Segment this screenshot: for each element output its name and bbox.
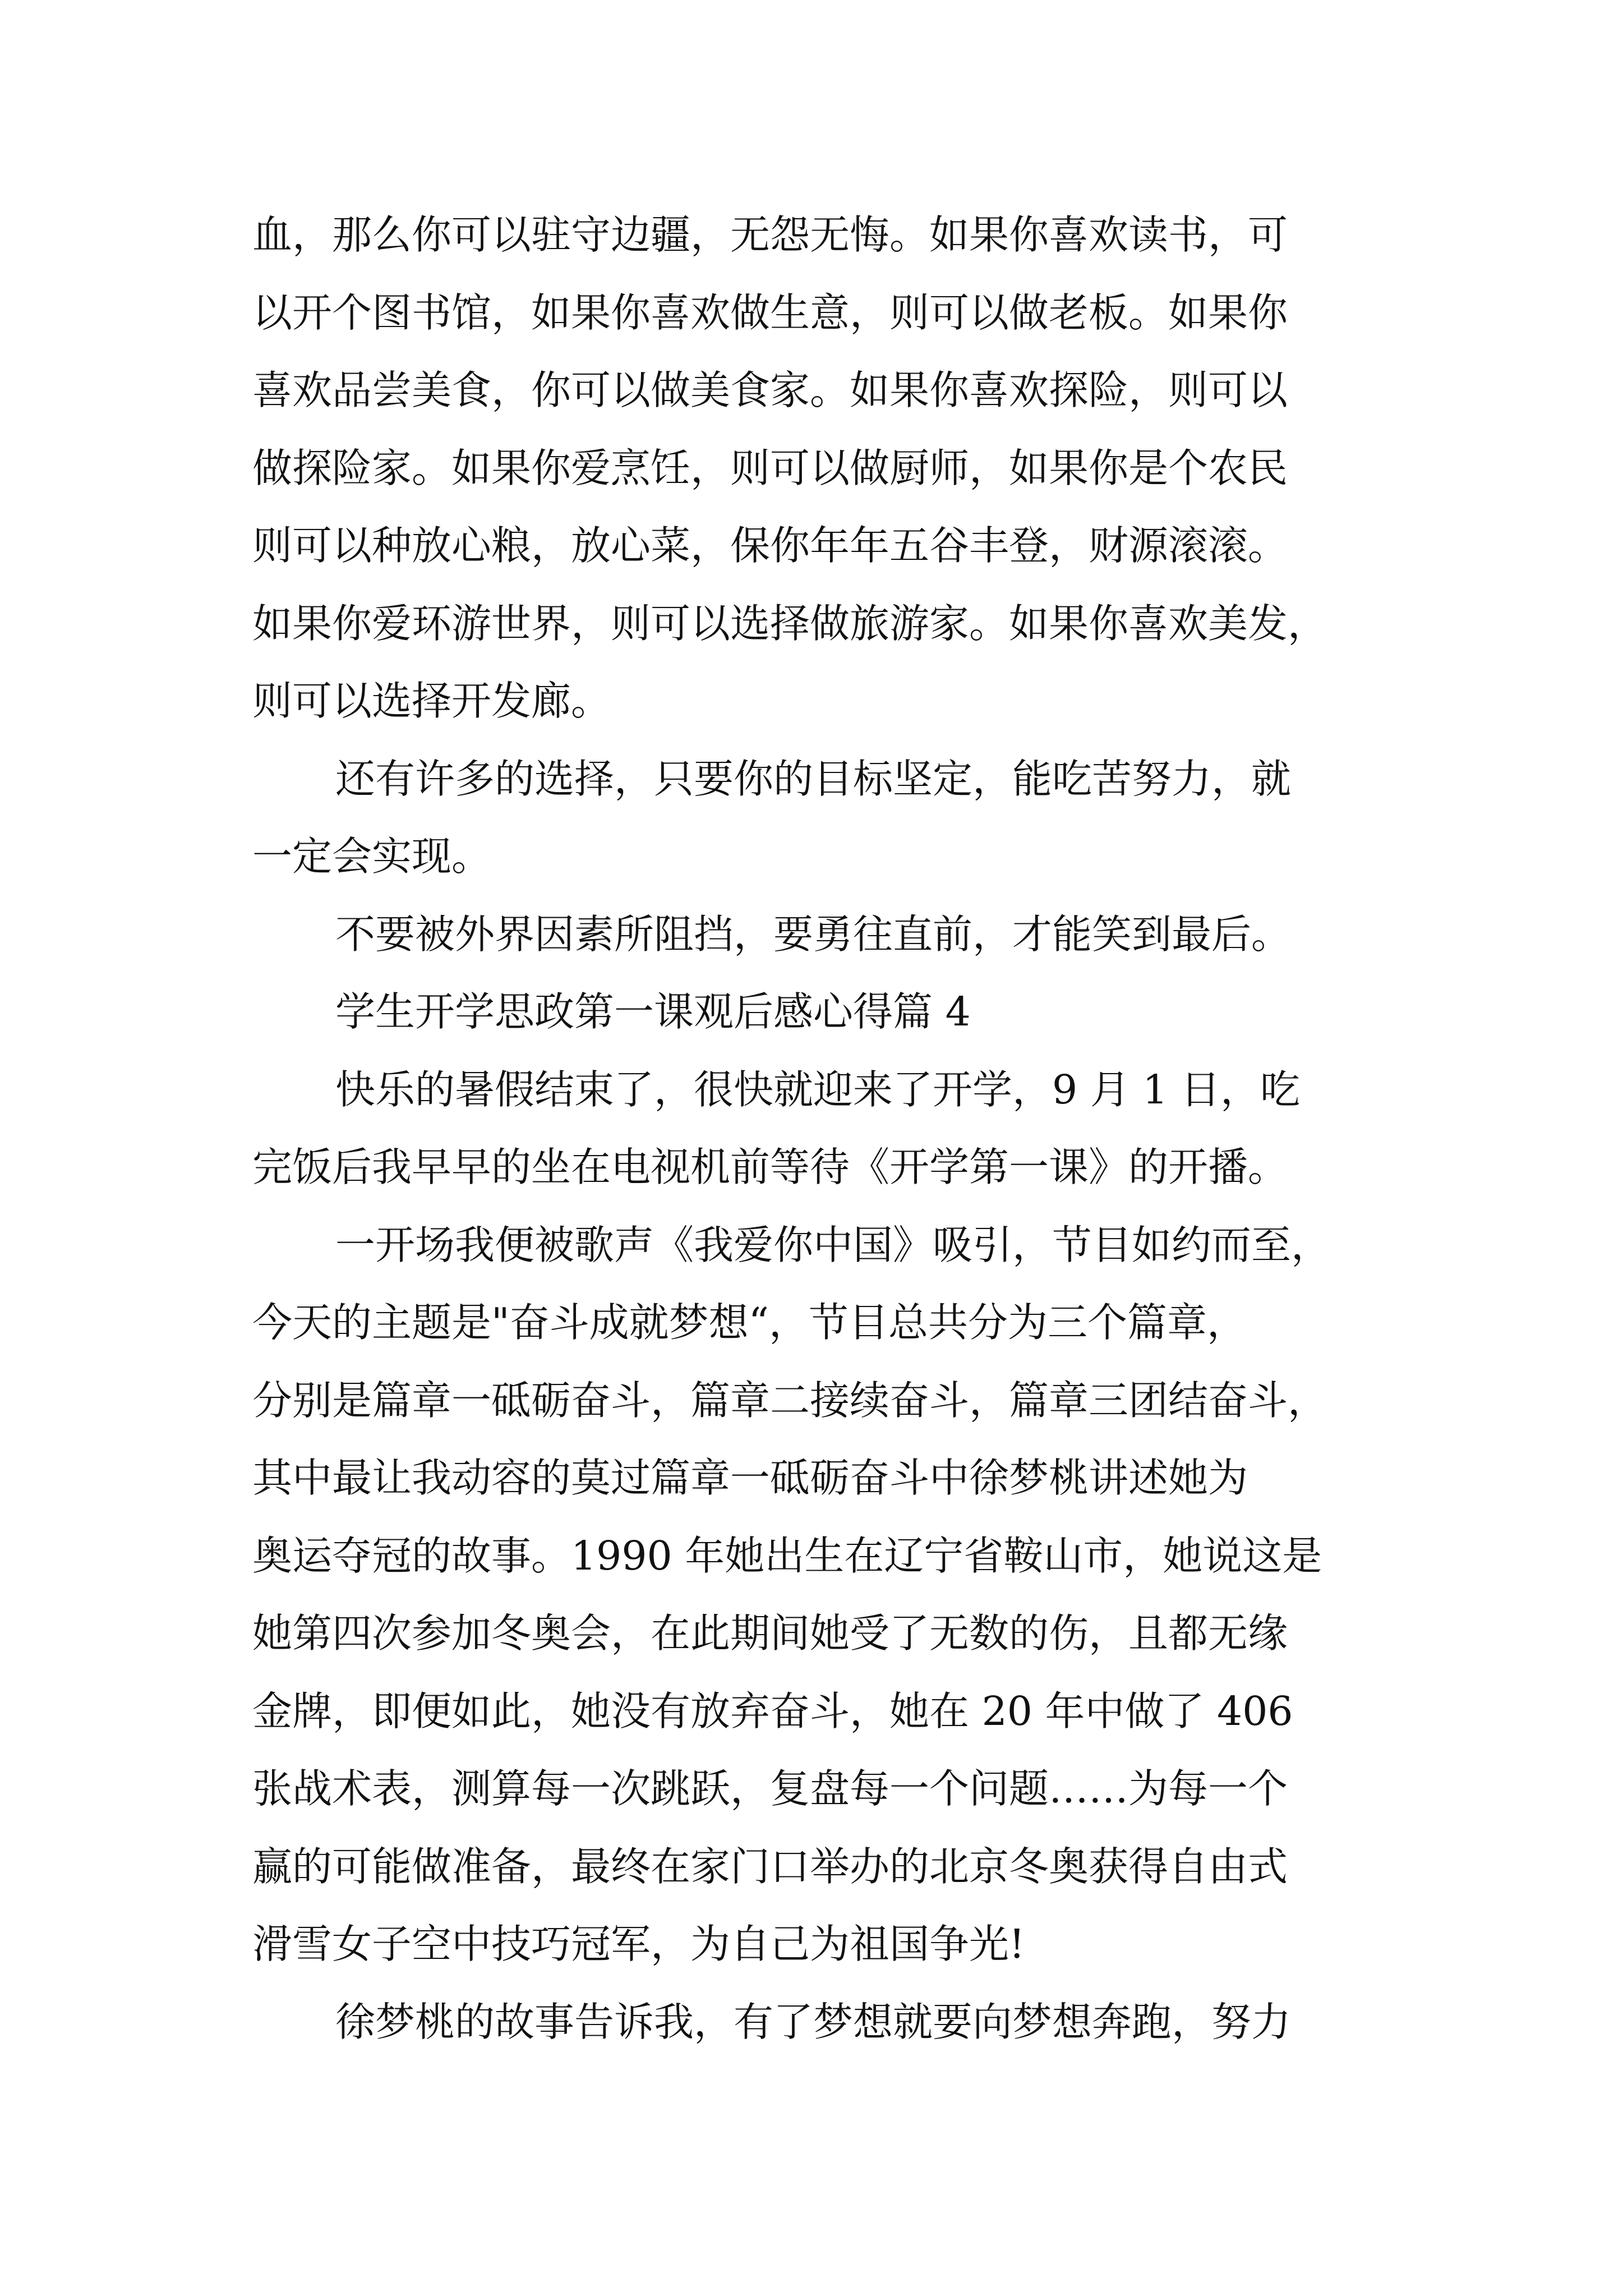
text-line: 以开个图书馆，如果你喜欢做生意，则可以做老板。如果你 (252, 289, 1288, 336)
text-line: 如果你爱环游世界，则可以选择做旅游家。如果你喜欢美发， (252, 600, 1328, 647)
text-line: 滑雪女子空中技巧冠军，为自己为祖国争光! (252, 1921, 1025, 1967)
text-line: 其中最让我动容的莫过篇章一砥砺奋斗中徐梦桃讲述她为 (252, 1455, 1248, 1501)
text-line: 分别是篇章一砥砺奋斗，篇章二接续奋斗，篇章三团结奋斗， (252, 1377, 1328, 1424)
text-line: 今天的主题是"奋斗成就梦想“，节目总共分为三个篇章， (252, 1299, 1247, 1346)
text-line: 金牌，即便如此，她没有放弃奋斗，她在 20 年中做了 406 (252, 1687, 1293, 1734)
text-line: 喜欢品尝美食，你可以做美食家。如果你喜欢探险，则可以 (252, 367, 1288, 413)
text-line: 一开场我便被歌声《我爱你中国》吸引，节目如约而至， (335, 1221, 1331, 1268)
text-line: 则可以选择开发廊。 (252, 678, 611, 724)
text-line: 奥运夺冠的故事。1990 年她出生在辽宁省鞍山市，她说这是 (252, 1532, 1322, 1579)
text-line: 学生开学思政第一课观后感心得篇 4 (335, 988, 971, 1035)
text-line: 则可以种放心粮，放心菜，保你年年五谷丰登，财源滚滚。 (252, 522, 1288, 569)
text-line: 她第四次参加冬奥会，在此期间她受了无数的伤，且都无缘 (252, 1610, 1288, 1657)
text-line: 张战术表，测算每一次跳跃，复盘每一个问题……为每一个 (252, 1765, 1288, 1812)
text-line: 血，那么你可以驻守边疆，无怨无悔。如果你喜欢读书，可 (252, 211, 1288, 258)
text-line: 做探险家。如果你爱烹饪，则可以做厨师，如果你是个农民 (252, 444, 1288, 491)
text-line: 快乐的暑假结束了，很快就迎来了开学，9 月 1 日，吃 (335, 1066, 1301, 1113)
text-line: 一定会实现。 (252, 833, 492, 880)
text-line: 赢的可能做准备，最终在家门口举办的北京冬奥获得自由式 (252, 1843, 1288, 1890)
document-body (252, 196, 1380, 2061)
text-line: 不要被外界因素所阻挡，要勇往直前，才能笑到最后。 (335, 910, 1292, 958)
text-line: 完饭后我早早的坐在电视机前等待《开学第一课》的开播。 (252, 1144, 1288, 1190)
text-line: 还有许多的选择，只要你的目标坚定，能吃苦努力，就 (335, 755, 1292, 802)
text-line: 徐梦桃的故事告诉我，有了梦想就要向梦想奔跑，努力 (335, 1998, 1292, 2045)
